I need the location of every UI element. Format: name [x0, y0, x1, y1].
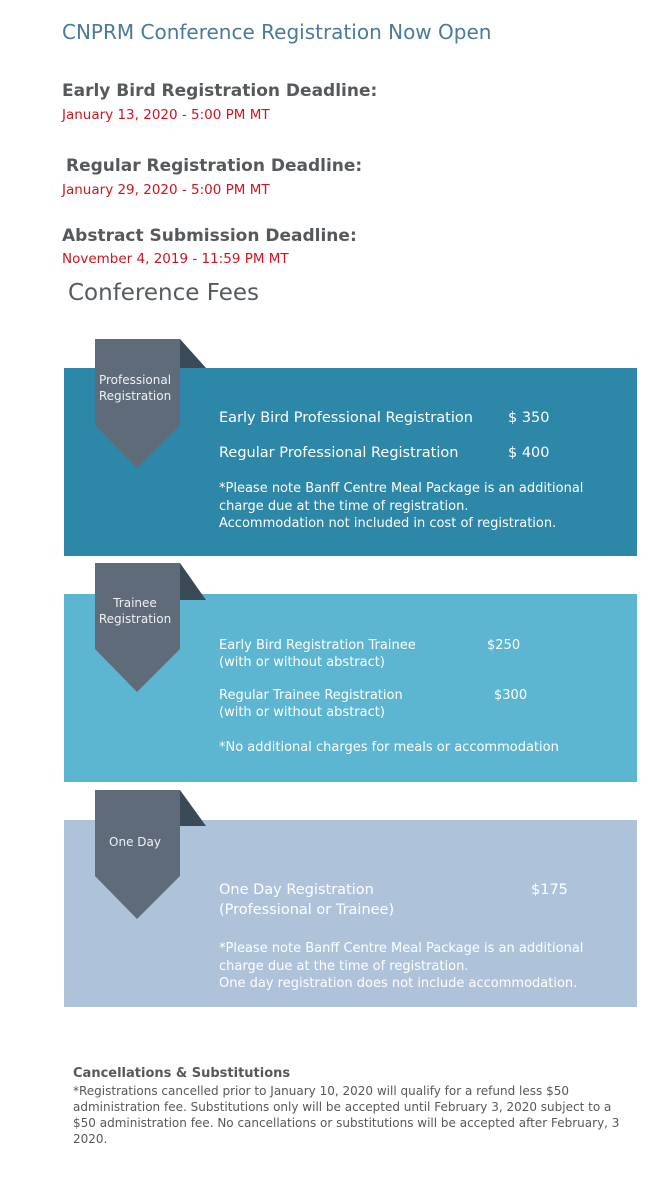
regular-deadline-heading: Regular Registration Deadline: — [66, 156, 363, 176]
early-bird-deadline-heading: Early Bird Registration Deadline: — [62, 81, 378, 101]
abstract-deadline-date: November 4, 2019 - 11:59 PM MT — [62, 251, 289, 267]
tag-label: One Day — [109, 835, 161, 849]
fee-note-line: *Please note Banff Centre Meal Package is an additional — [219, 481, 584, 496]
fee-price: $300 — [494, 688, 528, 703]
fee-label: One Day Registration — [219, 882, 374, 898]
fee-sublabel: (Professional or Trainee) — [219, 902, 395, 918]
fee-sublabel: (with or without abstract) — [219, 655, 385, 670]
fee-price: $ 350 — [508, 410, 550, 426]
one-day-tag — [95, 790, 206, 919]
regular-deadline-date: January 29, 2020 - 5:00 PM MT — [62, 182, 270, 198]
fee-note-line: *No additional charges for meals or accommodation — [219, 740, 559, 755]
tag-label: Trainee Registration — [98, 596, 172, 626]
fee-price: $175 — [531, 882, 568, 898]
fee-note-line: charge due at the time of registration. — [219, 499, 469, 514]
page-title: CNPRM Conference Registration Now Open — [62, 20, 492, 44]
fee-label: Regular Trainee Registration — [219, 688, 403, 703]
fee-note-line: One day registration does not include accommodation. — [219, 976, 578, 991]
fee-price: $ 400 — [508, 445, 550, 461]
cancellations-body: *Registrations cancelled prior to January 10, 2020 will qualify for a refund less $50 administration fee. Substitutions only will be accepted until February 3, 2020 subject to a $50 administration fee. No cancellations or substitutions will be accepted after February, 3 2020. — [73, 1084, 620, 1146]
conference-fees-title: Conference Fees — [68, 280, 259, 306]
ribbon-tag-shape — [95, 790, 206, 919]
fee-sublabel: (with or without abstract) — [219, 705, 385, 720]
early-bird-deadline-date: January 13, 2020 - 5:00 PM MT — [62, 107, 270, 123]
tag-label: Professional Registration — [98, 373, 172, 403]
trainee-registration-tag — [95, 563, 206, 692]
fee-price: $250 — [487, 638, 521, 653]
fee-label: Early Bird Registration Trainee — [219, 638, 416, 653]
professional-registration-tag — [95, 339, 206, 468]
fee-label: Regular Professional Registration — [219, 445, 459, 461]
fee-note-line: charge due at the time of registration. — [219, 959, 469, 974]
cancellations-title: Cancellations & Substitutions — [73, 1066, 291, 1081]
fee-note-line: *Please note Banff Centre Meal Package is an additional — [219, 941, 584, 956]
ribbon-tag-shape — [95, 563, 206, 692]
fee-label: Early Bird Professional Registration — [219, 410, 473, 426]
abstract-deadline-heading: Abstract Submission Deadline: — [62, 226, 357, 246]
fee-note-line: Accommodation not included in cost of registration. — [219, 516, 557, 531]
